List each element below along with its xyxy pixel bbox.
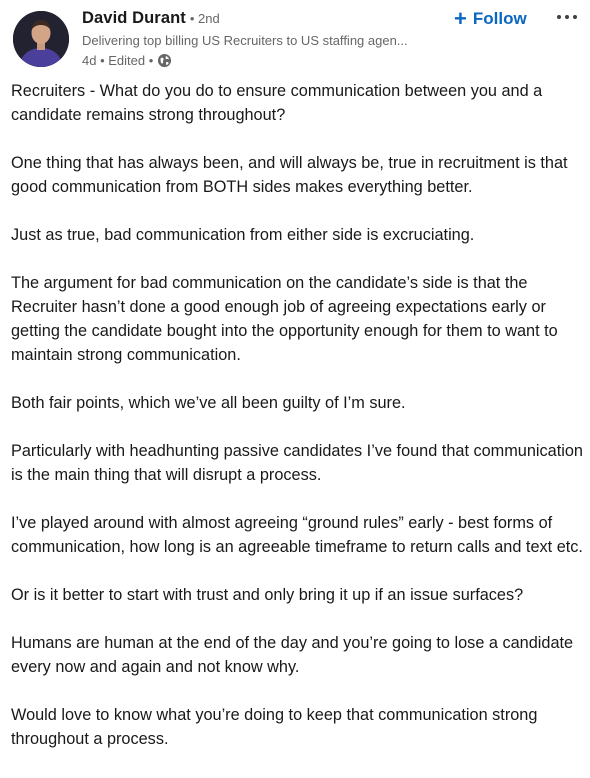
avatar[interactable] xyxy=(13,11,69,67)
follow-label: Follow xyxy=(472,9,527,28)
post-body xyxy=(11,79,583,775)
post-meta xyxy=(82,52,462,69)
post-time-edited: 4d • Edited • xyxy=(82,53,154,68)
post-header xyxy=(0,0,590,76)
more-options-button[interactable] xyxy=(553,6,581,28)
post-paragraph: I’ve played around with almost agreeing “ground rules” early - best forms of communication, how long is an agreeable timeframe to return calls and text etc. xyxy=(11,514,583,556)
post-paragraph: Humans are human at the end of the day and you’re going to lose a candidate every now and again and not know why. xyxy=(11,634,574,676)
follow-button[interactable] xyxy=(450,5,531,33)
post-paragraph: Particularly with headhunting passive candidates I’ve found that communication is the main thing that will disrupt a process. xyxy=(11,442,583,484)
connection-degree: • 2nd xyxy=(189,11,220,26)
author-headline: Delivering top billing US Recruiters to US staffing agen... xyxy=(82,33,408,48)
post-paragraph: Or is it better to start with trust and only bring it up if an issue surfaces? xyxy=(11,586,524,604)
post-paragraph: Both fair points, which we’ve all been guilty of I’m sure. xyxy=(11,394,406,412)
plus-icon: + xyxy=(454,6,467,31)
author-block xyxy=(82,9,462,69)
avatar-photo xyxy=(13,11,69,67)
author-name[interactable]: David Durant xyxy=(82,9,186,27)
post-paragraph: The argument for bad communication on the candidate’s side is that the Recruiter hasn’t done a good enough job of agreeing expectations early or getting the candidate bought into the opportunity enough for them to want to maintain strong communication. xyxy=(11,274,558,364)
post-paragraph: Would love to know what you’re doing to keep that communication strong throughout a process. xyxy=(11,706,538,748)
post-paragraph: One thing that has always been, and will always be, true in recruitment is that good communication from BOTH sides makes everything better. xyxy=(11,154,568,196)
post-paragraph: Recruiters - What do you do to ensure communication between you and a candidate remains strong throughout? xyxy=(11,82,543,124)
more-horizontal-icon xyxy=(553,6,581,28)
post-paragraph: Just as true, bad communication from either side is excruciating. xyxy=(11,226,475,244)
globe-icon xyxy=(157,53,172,68)
